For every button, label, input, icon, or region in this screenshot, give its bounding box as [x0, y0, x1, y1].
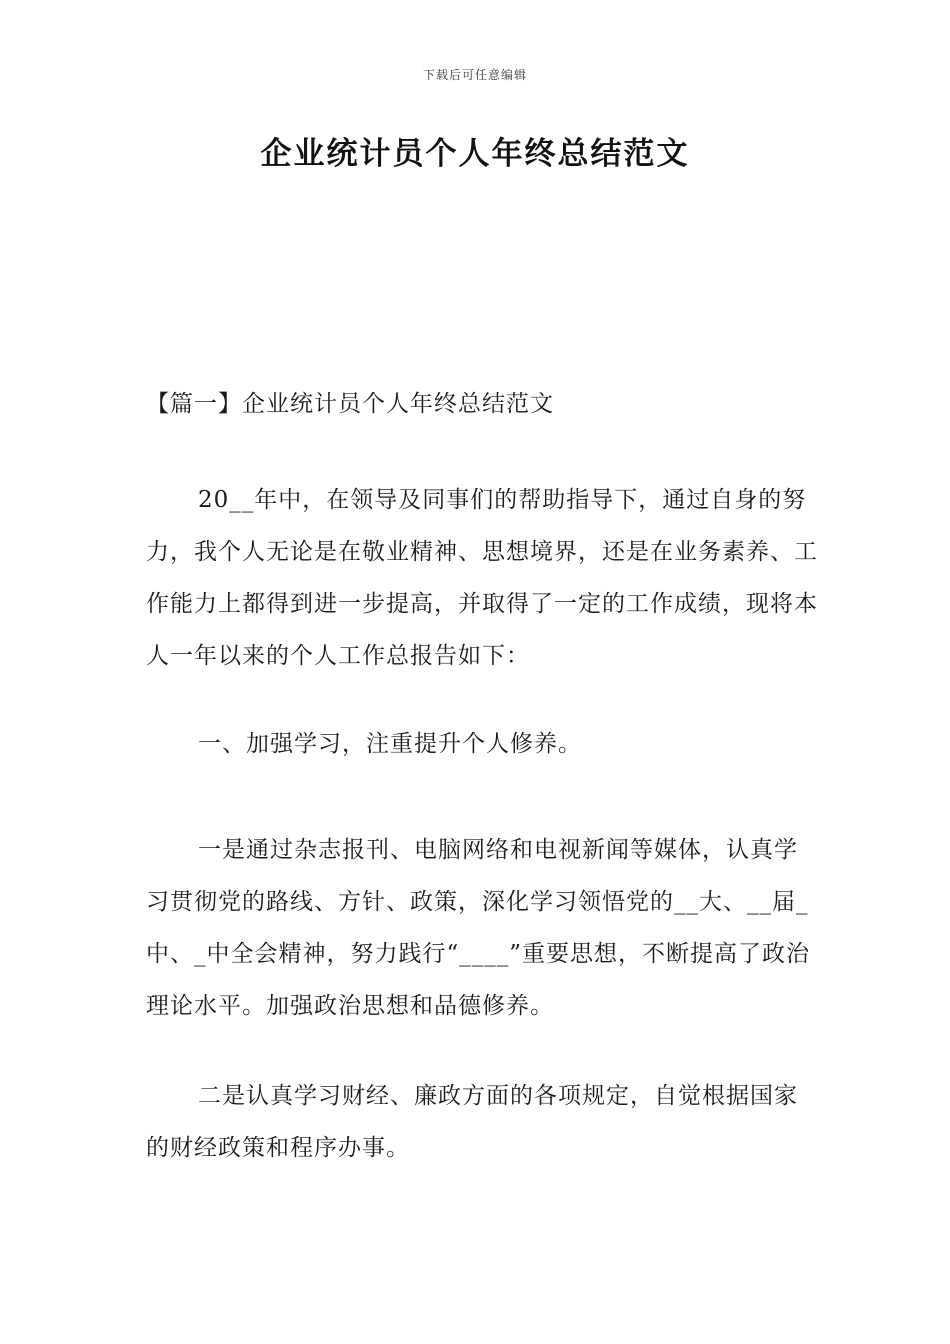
header-note: 下载后可任意编辑	[422, 68, 527, 82]
section-heading: 【篇一】企业统计员个人年终总结范文	[146, 391, 554, 417]
paragraph-intro: 20__年中，在领导及同事们的帮助指导下，通过自身的努力，我个人无论是在敬业精神、思想境界，还是在业务素养、工作能力上都得到进一步提高，并取得了一定的工作成绩，现将本人一年以来的个人工作总报告如下：	[146, 487, 818, 669]
paragraph-point-one: 一是通过杂志报刊、电脑网络和电视新闻等媒体，认真学习贯彻党的路线、方针、政策，深化学习领悟党的__大、__届_中、_中全会精神，努力践行“____”重要思想，不断提高了政治理论水平。加强政治思想和品德修养。	[146, 837, 811, 1019]
document-title: 企业统计员个人年终总结范文	[260, 136, 690, 172]
paragraph-point-two: 二是认真学习财经、廉政方面的各项规定，自觉根据国家的财经政策和程序办事。	[146, 1083, 798, 1161]
paragraph-heading-strengthen-study: 一、加强学习，注重提升个人修养。	[198, 731, 582, 757]
